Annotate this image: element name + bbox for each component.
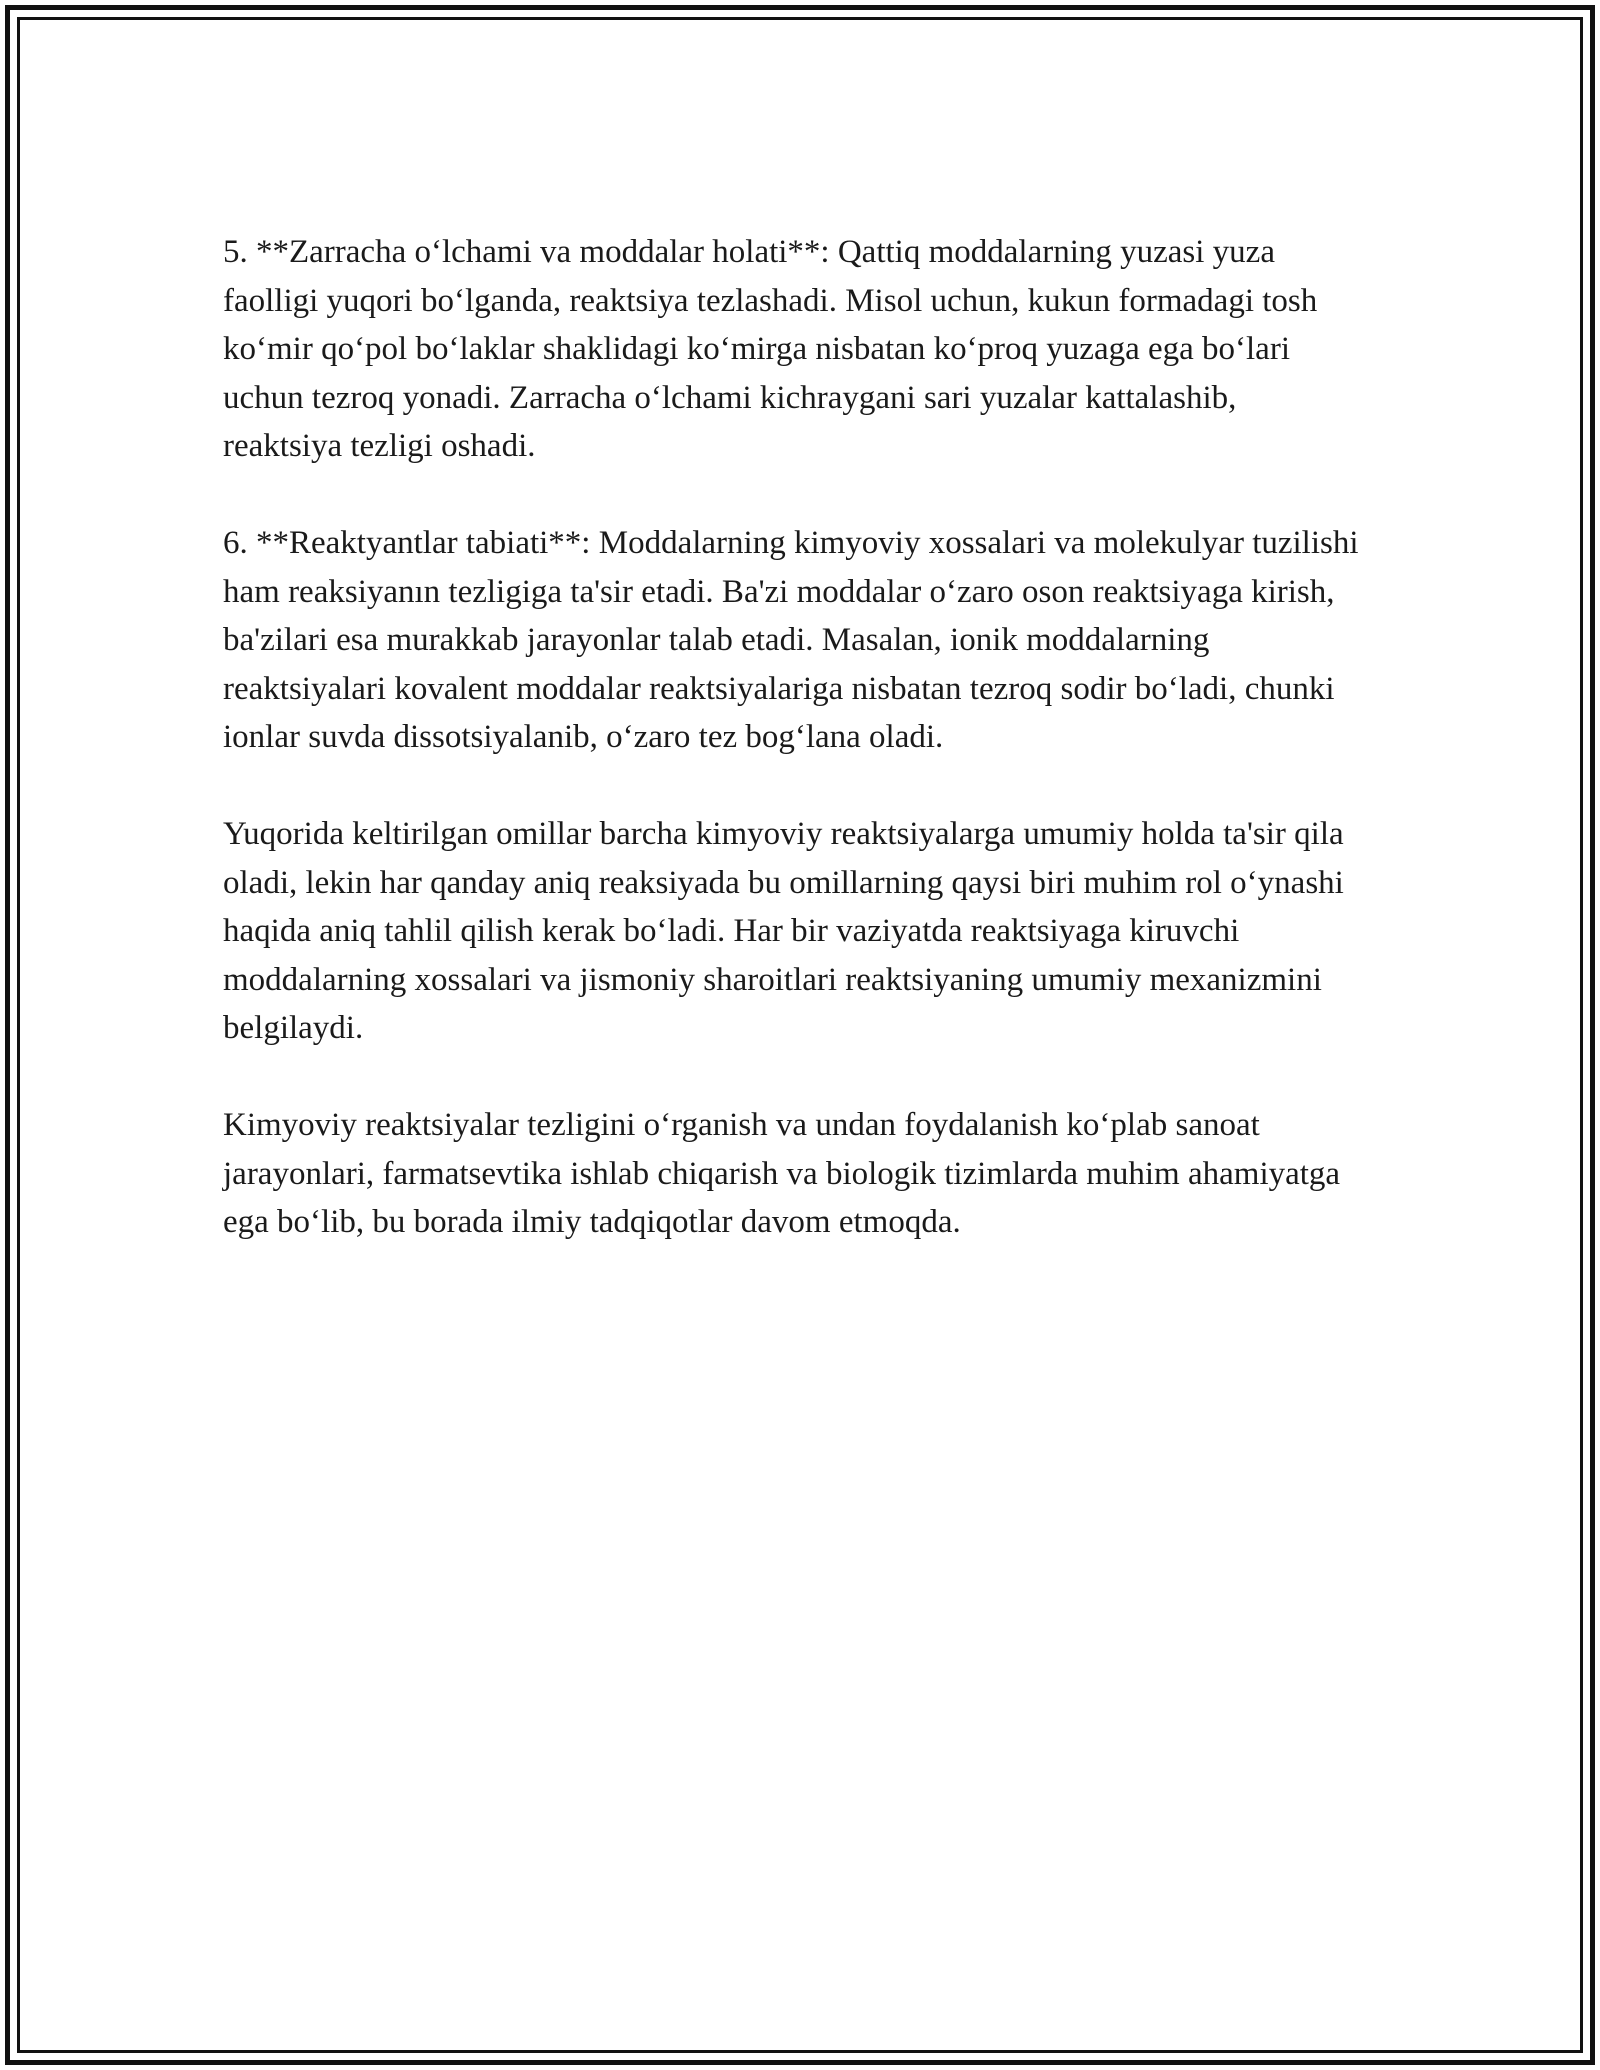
paragraph-factors-summary: Yuqorida keltirilgan omillar barcha kimyoviy reaktsiyalarga umumiy holda ta'sir qila oladi, lekin har qanday aniq reaksiyada bu omillarning qaysi biri muhim rol oʻynashi haqida aniq tahlil qilish kerak boʻladi. Har bir vaziyatda reaktsiyaga kiruvchi moddalarning xossalari va jismoniy sharoitlari reaktsiyaning umumiy mexanizmini belgilaydi. — [223, 816, 1344, 1046]
paragraph-conclusion: Kimyoviy reaktsiyalar tezligini oʻrganish va undan foydalanish koʻplab sanoat jarayonlari, farmatsevtika ishlab chiqarish va biologik tizimlarda muhim ahamiyatga ega boʻlib, bu borada ilmiy tadqiqotlar davom etmoqda. — [223, 1107, 1341, 1240]
document-body — [223, 228, 1363, 1295]
paragraph-particle-size: 5. **Zarracha oʻlchami va moddalar holati**: Qattiq moddalarning yuzasi yuza faolligi yuqori boʻlganda, reaktsiya tezlashadi. Misol uchun, kukun formadagi tosh koʻmir qoʻpol boʻlaklar shaklidagi koʻmirga nisbatan koʻproq yuzaga ega boʻlari uchun tezroq yonadi. Zarracha oʻlchami kichraygani sari yuzalar kattalashib, reaktsiya tezligi oshadi. — [223, 234, 1318, 464]
paragraph-reactant-nature: 6. **Reaktyantlar tabiati**: Moddalarning kimyoviy xossalari va molekulyar tuzilishi ham reaksiyanın tezligiga ta'sir etadi. Ba'zi moddalar oʻzaro oson reaktsiyaga kirish, ba'zilari esa murakkab jarayonlar talab etadi. Masalan, ionik moddalarning reaktsiyalari kovalent moddalar reaktsiyalariga nisbatan tezroq sodir boʻladi, chunki ionlar suvda dissotsiyalanib, oʻzaro tez bogʻlana oladi. — [223, 525, 1359, 755]
